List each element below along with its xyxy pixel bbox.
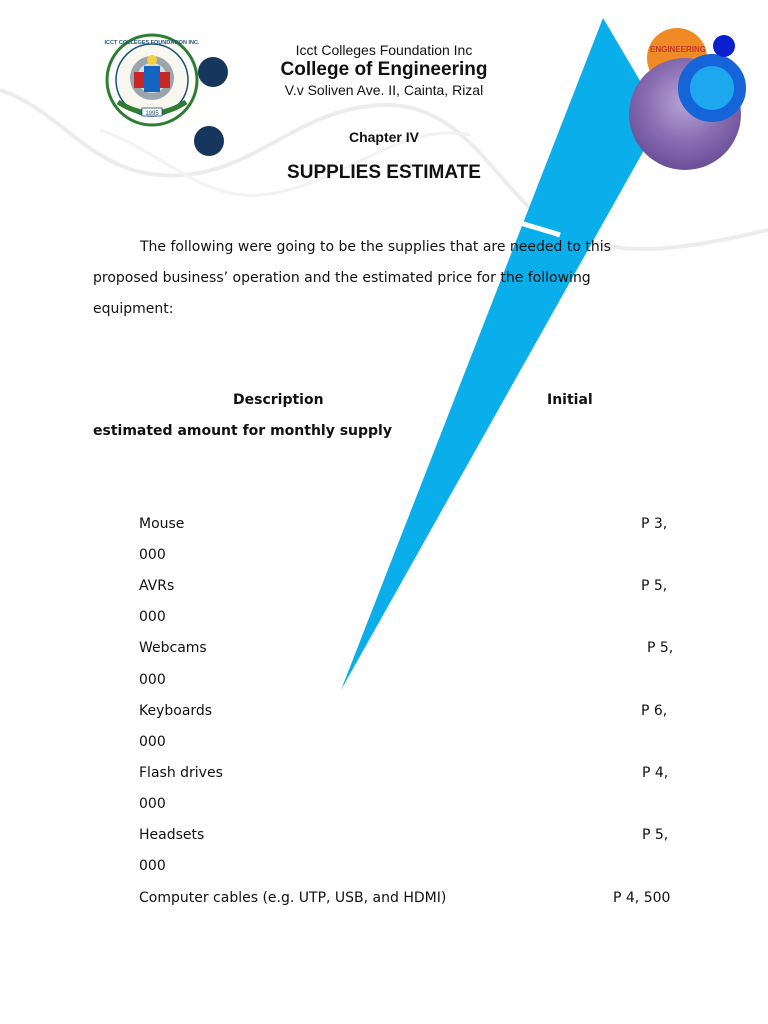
item-price-continued: 000: [139, 734, 166, 750]
item-name: Flash drives: [139, 765, 223, 781]
column-header-description: Description: [233, 392, 324, 408]
college-address: V.v Soliven Ave. II, Cainta, Rizal: [284, 82, 484, 98]
blue-dot-shape: [713, 35, 735, 57]
item-price-continued: 000: [139, 547, 166, 563]
svg-text:ICCT COLLEGES FOUNDATION INC.: ICCT COLLEGES FOUNDATION INC.: [104, 40, 200, 46]
item-price: P 4, 500: [613, 890, 671, 906]
column-header-estimated: estimated amount for monthly supply: [93, 423, 392, 439]
item-price: P 5,: [647, 640, 674, 656]
item-price-continued: 000: [139, 609, 166, 625]
item-name: Mouse: [139, 516, 185, 532]
college-name: College of Engineering: [280, 59, 488, 80]
college-logo: [104, 32, 200, 128]
item-price: P 3,: [641, 516, 668, 532]
page-title: SUPPLIES ESTIMATE: [287, 162, 481, 183]
blue-triangle-shape: [341, 18, 662, 690]
column-header-initial: Initial: [547, 392, 593, 408]
item-price: P 5,: [642, 827, 669, 843]
blue-ring-shape: [684, 60, 740, 116]
item-name: AVRs: [139, 578, 175, 594]
right-logo-text: ENGINEERING: [650, 45, 707, 54]
item-price: P 6,: [641, 703, 668, 719]
item-price-continued: 000: [139, 672, 166, 688]
item-price: P 5,: [641, 578, 668, 594]
item-name: Computer cables (e.g. UTP, USB, and HDMI): [139, 890, 447, 906]
foundation-name: Icct Colleges Foundation Inc: [295, 42, 473, 58]
item-name: Headsets: [139, 827, 205, 843]
item-price: P 4,: [642, 765, 669, 781]
svg-text:1995: 1995: [145, 111, 159, 117]
item-name: Webcams: [139, 640, 207, 656]
chapter-heading: Chapter IV: [348, 129, 419, 145]
item-price-continued: 000: [139, 858, 166, 874]
intro-paragraph: The following were going to be the supplies that are needed to this proposed business’ operation and the estimated price for the following equipment:: [93, 239, 611, 317]
item-name: Keyboards: [139, 703, 213, 719]
item-price-continued: 000: [139, 796, 166, 812]
